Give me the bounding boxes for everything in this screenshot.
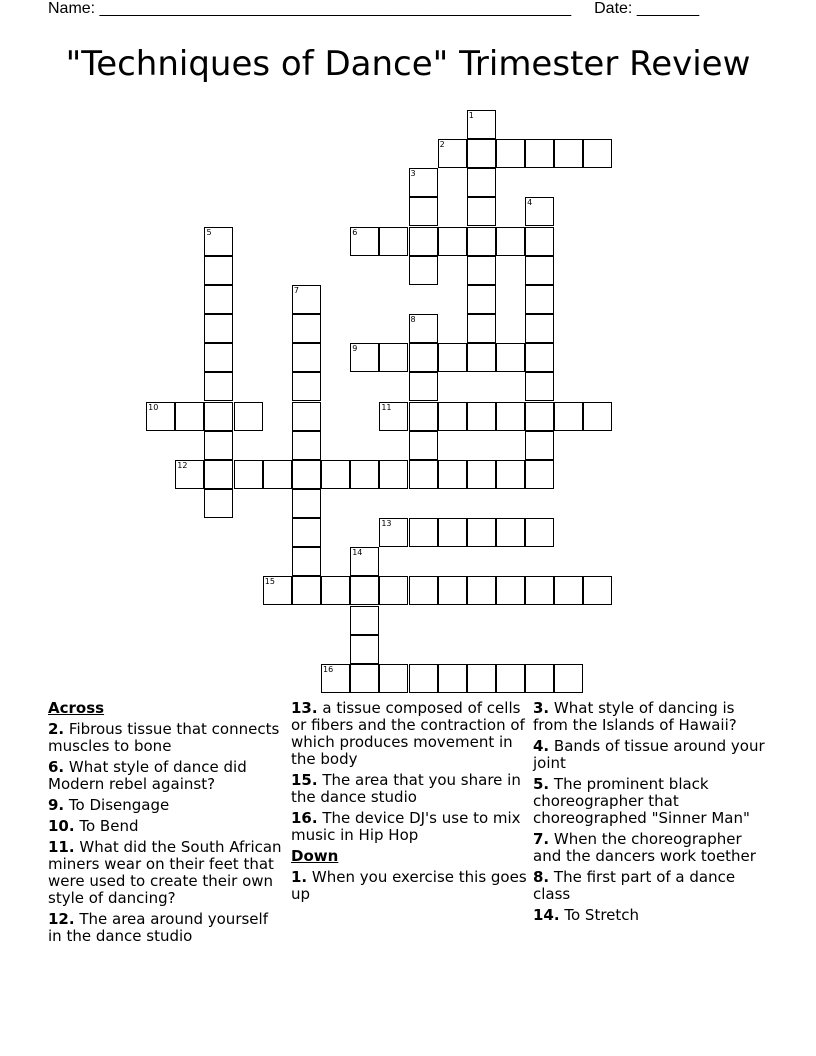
grid-cell[interactable]: [467, 227, 496, 256]
grid-cell[interactable]: [554, 139, 583, 168]
clues-column-3: [533, 700, 773, 928]
grid-cell[interactable]: [496, 518, 525, 547]
clue-across-2: 2. Fibrous tissue that connects muscles to bone: [48, 720, 280, 755]
clue-down-4: 4. Bands of tissue around your joint: [533, 737, 765, 772]
grid-cell[interactable]: [379, 460, 408, 489]
grid-cell[interactable]: [496, 227, 525, 256]
clue-down-1: 1. When you exercise this goes up: [291, 868, 527, 903]
clue-down-7: 7. When the choreographer and the dancers work toether: [533, 830, 756, 865]
clue-number: 7: [293, 285, 299, 295]
grid-cell[interactable]: [146, 402, 175, 431]
grid-cell[interactable]: [292, 460, 321, 489]
grid-cell[interactable]: [525, 227, 554, 256]
grid-cell[interactable]: [292, 431, 321, 460]
grid-cell[interactable]: [525, 372, 554, 401]
grid-cell[interactable]: [525, 460, 554, 489]
clues-column-1: [48, 700, 284, 949]
grid-cell[interactable]: [409, 460, 438, 489]
grid-cell[interactable]: [379, 227, 408, 256]
grid-cell[interactable]: [525, 285, 554, 314]
grid-cell[interactable]: [292, 489, 321, 518]
grid-cell[interactable]: [467, 460, 496, 489]
grid-cell[interactable]: [525, 197, 554, 226]
clue-number: 12: [177, 460, 188, 470]
clue-across-9: 9. To Disengage: [48, 796, 170, 814]
grid-cell[interactable]: [292, 547, 321, 576]
grid-cell[interactable]: [554, 402, 583, 431]
grid-cell[interactable]: [438, 664, 467, 693]
clue-number: 9: [352, 344, 358, 354]
clue-number: 1: [468, 111, 474, 120]
grid-cell[interactable]: [438, 402, 467, 431]
grid-cell[interactable]: [292, 314, 321, 343]
grid-cell[interactable]: [234, 460, 263, 489]
clue-down-14: 14. To Stretch: [533, 906, 640, 924]
grid-cell[interactable]: [292, 343, 321, 372]
grid-cell[interactable]: [350, 576, 379, 605]
clue-across-16: 16. The device DJ's use to mix music in Hip Hop: [291, 809, 521, 844]
grid-cell[interactable]: [292, 285, 321, 314]
grid-cell[interactable]: [204, 343, 233, 372]
grid-cell[interactable]: [379, 576, 408, 605]
grid-cell[interactable]: [467, 664, 496, 693]
grid-cell[interactable]: [204, 431, 233, 460]
clue-number: 10: [148, 402, 159, 412]
grid-cell[interactable]: [583, 139, 612, 168]
page-title: "Techniques of Dance" Trimester Review: [65, 44, 751, 84]
grid-cell[interactable]: [204, 314, 233, 343]
grid-cell[interactable]: [438, 518, 467, 547]
grid-cell[interactable]: [350, 343, 379, 372]
clue-number: 8: [410, 315, 416, 325]
grid-cell[interactable]: [525, 139, 554, 168]
clue-number: 13: [381, 519, 392, 529]
clue-number: 16: [323, 664, 334, 674]
clue-across-6: 6. What style of dance did Modern rebel against?: [48, 758, 247, 793]
clue-number: 11: [381, 402, 392, 412]
grid-cell[interactable]: [409, 314, 438, 343]
clue-number: 3: [410, 169, 416, 179]
date-label: Date:: [594, 0, 633, 17]
grid-cell[interactable]: [292, 402, 321, 431]
grid-cell[interactable]: [525, 256, 554, 285]
grid-cell[interactable]: [409, 518, 438, 547]
grid-cell[interactable]: [525, 314, 554, 343]
grid-cell[interactable]: [204, 372, 233, 401]
clue-number: 15: [264, 577, 275, 587]
grid-cell[interactable]: [234, 402, 263, 431]
grid-cell[interactable]: [438, 576, 467, 605]
grid-cell[interactable]: [554, 576, 583, 605]
clue-across-13: 13. a tissue composed of cells or fibers and the contraction of which produces movement in the body: [291, 699, 525, 768]
clue-down-5: 5. The prominent black choreographer that choreographed "Sinner Man": [533, 775, 750, 827]
grid-cell[interactable]: [409, 431, 438, 460]
grid-cell[interactable]: [379, 402, 408, 431]
grid-cell[interactable]: [467, 518, 496, 547]
grid-cell[interactable]: [204, 285, 233, 314]
grid-cell[interactable]: [321, 576, 350, 605]
grid-cell[interactable]: [409, 372, 438, 401]
grid-cell[interactable]: [525, 343, 554, 372]
grid-cell[interactable]: [409, 168, 438, 197]
grid-cell[interactable]: [467, 285, 496, 314]
clue-number: 4: [527, 198, 533, 208]
down-heading: Down: [291, 847, 339, 865]
clue-across-11: 11. What did the South African miners wear on their feet that were used to create their own style of dancing?: [48, 838, 282, 907]
grid-cell[interactable]: [379, 343, 408, 372]
grid-cell[interactable]: [467, 343, 496, 372]
grid-cell[interactable]: [379, 518, 408, 547]
grid-cell[interactable]: [467, 402, 496, 431]
name-line[interactable]: _____________________________________________________: [99, 0, 572, 17]
grid-cell[interactable]: [496, 576, 525, 605]
grid-cell[interactable]: [496, 402, 525, 431]
grid-cell[interactable]: [350, 635, 379, 664]
grid-cell[interactable]: [409, 227, 438, 256]
grid-cell[interactable]: [496, 460, 525, 489]
date-line[interactable]: _______: [636, 0, 700, 17]
grid-cell[interactable]: [292, 372, 321, 401]
grid-cell[interactable]: [438, 343, 467, 372]
grid-cell[interactable]: [467, 256, 496, 285]
clue-down-8: 8. The first part of a dance class: [533, 868, 736, 903]
grid-cell[interactable]: [525, 431, 554, 460]
grid-cell[interactable]: [350, 227, 379, 256]
grid-cell[interactable]: [263, 460, 292, 489]
grid-cell[interactable]: [292, 576, 321, 605]
clue-number: 5: [206, 227, 212, 237]
clue-down-3: 3. What style of dancing is from the Islands of Hawaii?: [533, 699, 737, 734]
grid-cell[interactable]: [175, 402, 204, 431]
grid-cell[interactable]: [525, 518, 554, 547]
grid-cell[interactable]: [379, 664, 408, 693]
grid-cell[interactable]: [438, 460, 467, 489]
grid-cell[interactable]: [204, 402, 233, 431]
grid-cell[interactable]: [409, 197, 438, 226]
clue-across-10: 10. To Bend: [48, 817, 139, 835]
grid-cell[interactable]: [467, 110, 496, 139]
grid-cell[interactable]: [321, 664, 350, 693]
grid-cell[interactable]: [204, 256, 233, 285]
grid-cell[interactable]: [467, 314, 496, 343]
grid-cell[interactable]: [350, 664, 379, 693]
grid-cell[interactable]: [554, 664, 583, 693]
clue-number: 14: [352, 548, 363, 558]
grid-cell[interactable]: [409, 343, 438, 372]
grid-cell[interactable]: [438, 139, 467, 168]
grid-cell[interactable]: [525, 664, 554, 693]
grid-cell[interactable]: [292, 518, 321, 547]
grid-cell[interactable]: [496, 139, 525, 168]
grid-cell[interactable]: [204, 227, 233, 256]
grid-cell[interactable]: [583, 402, 612, 431]
grid-cell[interactable]: [409, 576, 438, 605]
grid-cell[interactable]: [409, 402, 438, 431]
clue-number: 2: [439, 140, 445, 150]
grid-cell[interactable]: [350, 606, 379, 635]
grid-cell[interactable]: [204, 460, 233, 489]
grid-cell[interactable]: [321, 460, 350, 489]
grid-cell[interactable]: [467, 197, 496, 226]
clue-across-15: 15. The area that you share in the dance studio: [291, 771, 521, 806]
grid-cell[interactable]: [350, 547, 379, 576]
grid-cell[interactable]: [350, 460, 379, 489]
name-label: Name:: [48, 0, 96, 17]
grid-cell[interactable]: [467, 576, 496, 605]
grid-cell[interactable]: [409, 256, 438, 285]
clue-across-12: 12. The area around yourself in the dance studio: [48, 910, 268, 945]
grid-cell[interactable]: [583, 576, 612, 605]
grid-cell[interactable]: [525, 402, 554, 431]
grid-cell[interactable]: [438, 227, 467, 256]
grid-cell[interactable]: [496, 343, 525, 372]
clues-column-2: [291, 700, 527, 907]
grid-cell[interactable]: [175, 460, 204, 489]
clue-number: 6: [352, 227, 358, 237]
grid-cell[interactable]: [496, 664, 525, 693]
grid-cell[interactable]: [263, 576, 292, 605]
across-heading: Across: [48, 699, 105, 717]
grid-cell[interactable]: [467, 168, 496, 197]
grid-cell[interactable]: [409, 664, 438, 693]
grid-cell[interactable]: [525, 576, 554, 605]
grid-cell[interactable]: [204, 489, 233, 518]
grid-cell[interactable]: [467, 139, 496, 168]
